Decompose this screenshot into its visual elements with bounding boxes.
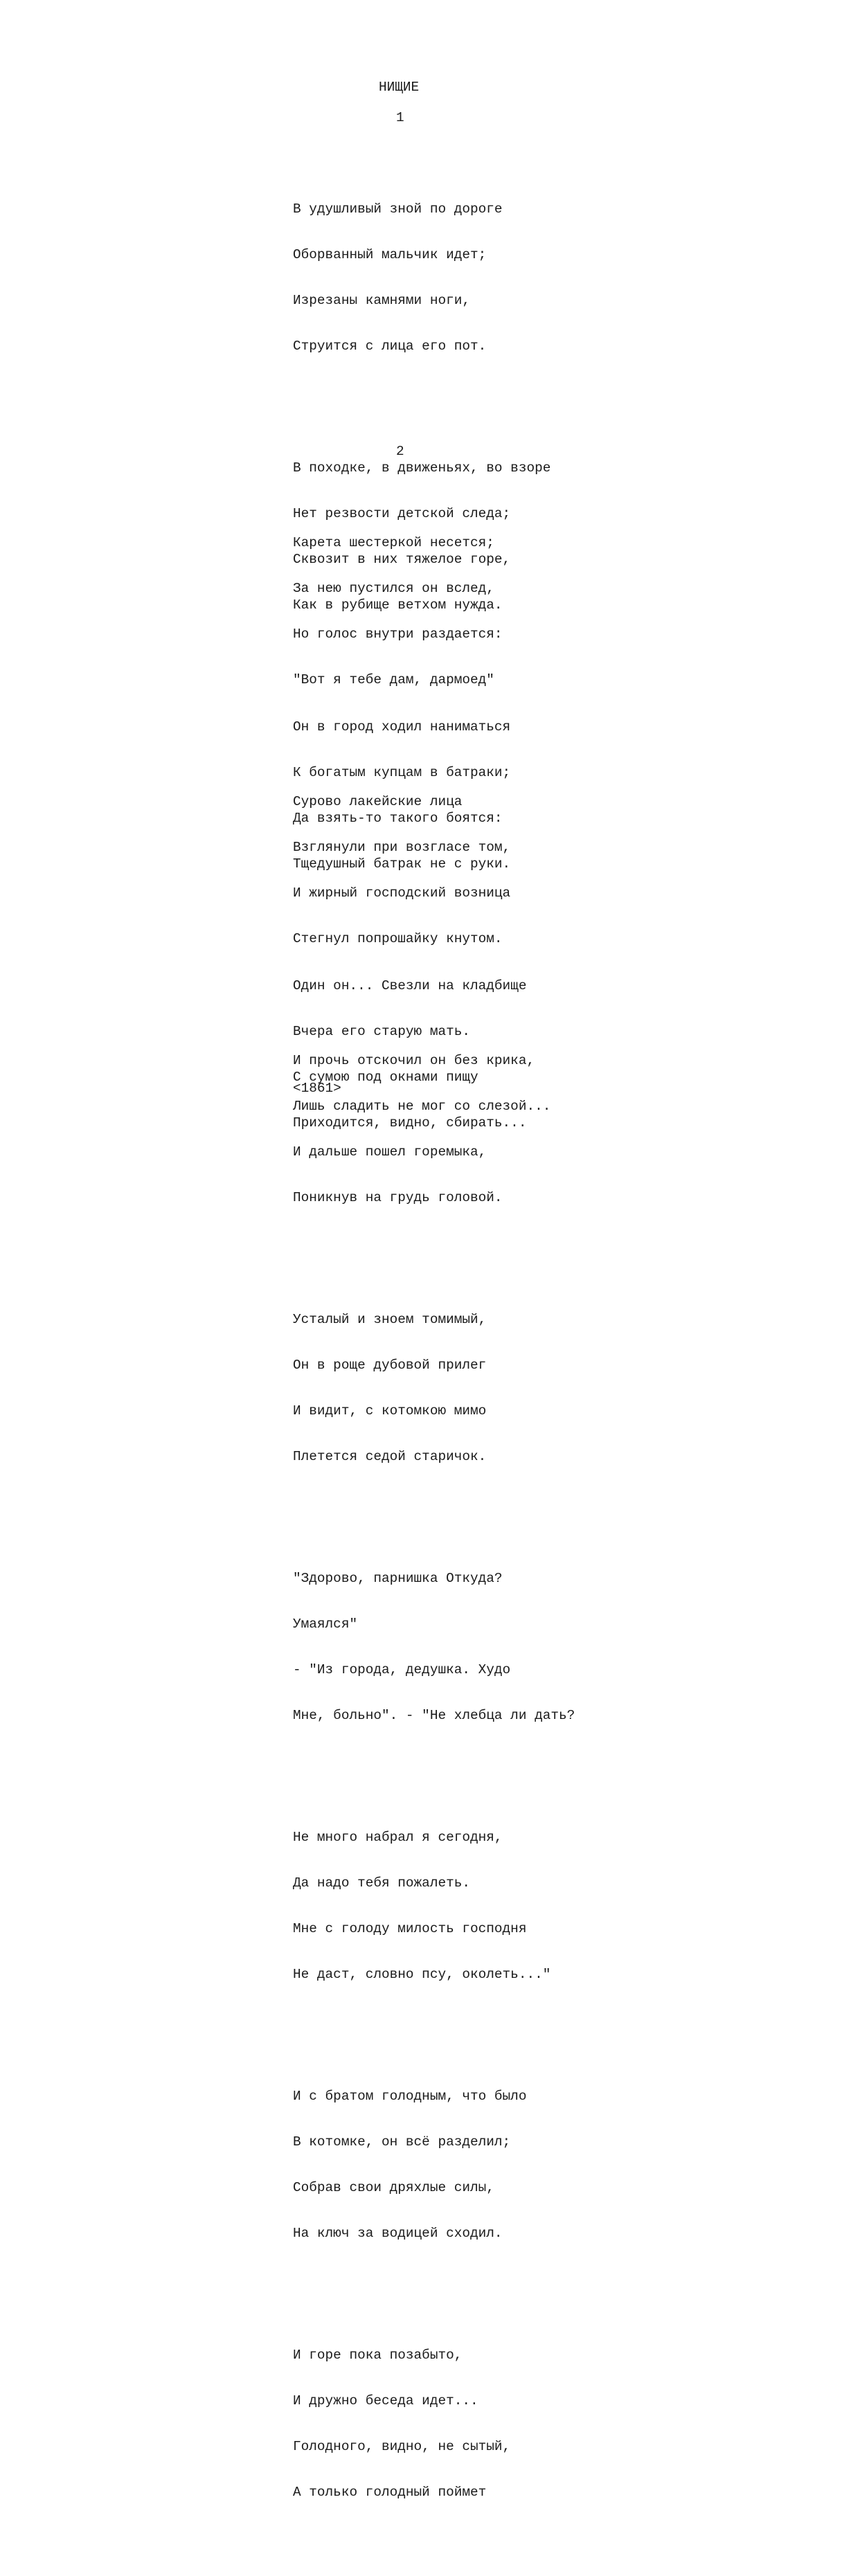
verse-line: Сквозит в них тяжелое горе, bbox=[293, 552, 511, 567]
stanza bbox=[293, 2058, 575, 2271]
part-1-number: 1 bbox=[396, 110, 404, 125]
stanza bbox=[293, 1799, 575, 2012]
verse-line: В походке, в движеньях, во взоре bbox=[293, 460, 551, 476]
stanza bbox=[293, 1281, 575, 1495]
poem-date: <1861> bbox=[293, 1081, 341, 1096]
stanza bbox=[293, 764, 575, 977]
part-2-stanzas bbox=[293, 474, 575, 2576]
verse-line: Да надо тебя пожалеть. bbox=[293, 1875, 470, 1891]
verse-line: Струится с лица его пот. bbox=[293, 339, 487, 354]
verse-line: Приходится, видно, сбирать... bbox=[293, 1115, 527, 1131]
verse-line: Как в рубище ветхом нужда. bbox=[293, 597, 503, 613]
verse-line: В котомке, он всё разделил; bbox=[293, 2134, 511, 2150]
verse-line: Один он... Свезли на кладбище bbox=[293, 978, 527, 993]
stanza bbox=[293, 171, 550, 384]
verse-line: Тщедушный батрак не с руки. bbox=[293, 856, 511, 872]
part-2-number: 2 bbox=[396, 444, 404, 459]
stanza bbox=[293, 2317, 575, 2530]
verse-line: В удушливый зной по дороге bbox=[293, 201, 503, 217]
verse-line: Нет резвости детской следа; bbox=[293, 506, 511, 521]
verse-line: За нею пустился он вслед, bbox=[293, 581, 494, 596]
verse-line: Умаялся" bbox=[293, 1616, 358, 1632]
verse-line: Мне, больно". - "Не хлебца ли дать? bbox=[293, 1708, 575, 1723]
verse-line: Не много набрал я сегодня, bbox=[293, 1830, 503, 1845]
verse-line: На ключ за водицей сходил. bbox=[293, 2226, 503, 2241]
verse-line: Карета шестеркой несется; bbox=[293, 535, 494, 550]
verse-line: Он в город ходил наниматься bbox=[293, 719, 511, 735]
verse-line: Взглянули при возгласе том, bbox=[293, 840, 511, 855]
verse-line: Но голос внутри раздается: bbox=[293, 627, 503, 642]
verse-line: Голодного, видно, не сытый, bbox=[293, 2439, 511, 2454]
verse-line: Сурово лакейские лица bbox=[293, 794, 463, 809]
verse-line: Изрезаны камнями ноги, bbox=[293, 293, 470, 308]
verse-line: И с братом голодным, что было bbox=[293, 2089, 527, 2104]
verse-line: Вчера его старую мать. bbox=[293, 1024, 470, 1039]
verse-line: И горе пока позабыто, bbox=[293, 2348, 463, 2363]
verse-line: Усталый и зноем томимый, bbox=[293, 1312, 487, 1327]
stanza bbox=[293, 1540, 575, 1754]
verse-line: "Здорово, парнишка Откуда? bbox=[293, 1571, 503, 1586]
stanza bbox=[293, 505, 575, 718]
stanza bbox=[293, 1023, 575, 1236]
verse-line: Мне с голоду милость господня bbox=[293, 1921, 527, 1936]
verse-line: К богатым купцам в батраки; bbox=[293, 765, 511, 780]
verse-line: А только голодный поймет bbox=[293, 2485, 487, 2500]
verse-line: И жирный господский возница bbox=[293, 885, 511, 901]
verse-line: Он в роще дубовой прилег bbox=[293, 1358, 487, 1373]
poem-title: НИЩИЕ bbox=[379, 80, 420, 95]
verse-line: И прочь отскочил он без крика, bbox=[293, 1053, 535, 1068]
verse-line: Плетется седой старичок. bbox=[293, 1449, 487, 1464]
verse-line: Да взять-то такого боятся: bbox=[293, 811, 503, 826]
verse-line: Лишь сладить не мог со слезой... bbox=[293, 1099, 551, 1114]
verse-line: Стегнул попрошайку кнутом. bbox=[293, 931, 503, 946]
verse-line: И дальше пошел горемыка, bbox=[293, 1144, 487, 1160]
verse-line: И видит, с котомкою мимо bbox=[293, 1403, 487, 1418]
verse-line: - "Из города, дедушка. Худо bbox=[293, 1662, 511, 1677]
verse-line: Оборванный мальчик идет; bbox=[293, 247, 487, 262]
verse-line: С сумою под окнами пищу bbox=[293, 1070, 478, 1085]
verse-line: И дружно беседа идет... bbox=[293, 2393, 478, 2408]
verse-line: "Вот я тебе дам, дармоед" bbox=[293, 672, 494, 687]
verse-line: Собрав свои дряхлые силы, bbox=[293, 2180, 494, 2195]
verse-line: Не даст, словно псу, околеть..." bbox=[293, 1967, 551, 1982]
verse-line: Поникнув на грудь головой. bbox=[293, 1190, 503, 1205]
